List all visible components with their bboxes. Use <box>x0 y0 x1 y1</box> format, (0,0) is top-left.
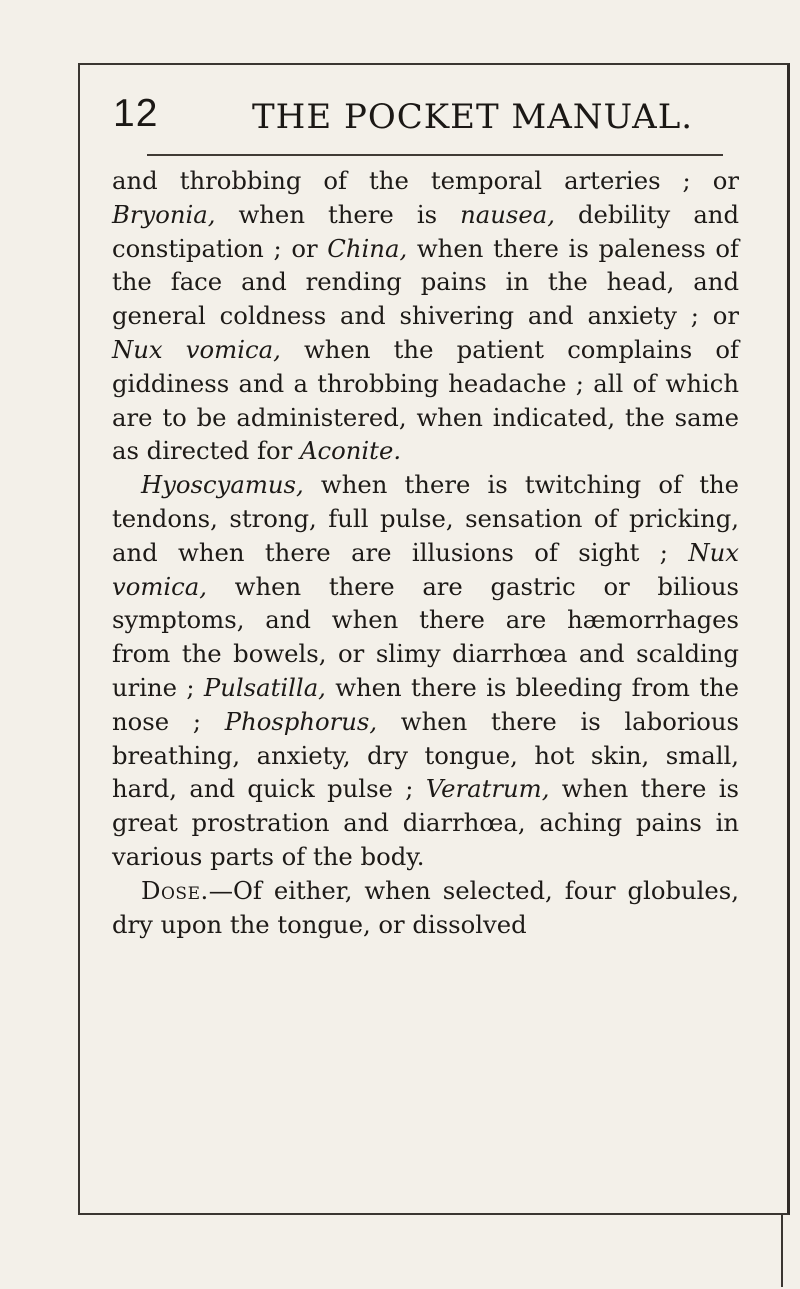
text-run: when there is great prostration and diarrhœa, aching pains in various parts of the body. <box>112 774 739 871</box>
body-text <box>112 164 739 941</box>
text-run: debility and constipation ; or <box>112 199 740 263</box>
remedy-nux-vomica: Nux vomica, <box>112 537 739 601</box>
remedy-phosphorus: Phosphorus, <box>224 706 378 736</box>
running-title: THE POCKET MANUAL. <box>252 97 694 137</box>
text-run: when there is <box>215 199 461 229</box>
remedy-aconite: Aconite. <box>299 436 402 466</box>
text-run: and throbbing of the temporal arteries ; or <box>112 166 739 195</box>
text-run: when there are gastric or bilious symptoms, and when there are hæmorrhages from the bowels, or slimy diarrhœa and scalding urine ; <box>112 571 739 702</box>
header-rule <box>147 154 723 156</box>
page-header <box>113 88 733 148</box>
remedy-hyoscyamus: Hyoscyamus, <box>141 470 304 500</box>
text-run: when there is paleness of the face and rending pains in the head, and general coldness and shivering and anxiety ; or <box>112 233 739 331</box>
paragraph-1 <box>112 164 739 468</box>
text-run: when there is twitching of the tendons, strong, full pulse, sensation of pricking, and when there are illusions of sight ; <box>112 470 739 567</box>
text-run: when there is laborious breathing, anxiety, dry tongue, hot skin, small, hard, and quick pulse ; <box>112 706 739 804</box>
text-run: when the patient complains of giddiness and a throbbing headache ; all of which are to be administered, when indicated, the same as directed for <box>112 334 739 466</box>
remedy-veratrum: Veratrum, <box>425 774 550 804</box>
symptom-nausea: nausea, <box>460 199 555 229</box>
remedy-nux-vomica: Nux vomica, <box>112 334 281 364</box>
text-run: —Of either, when selected, four globules, dry upon the tongue, or dissolved <box>112 875 739 939</box>
page-number: 12 <box>113 92 159 135</box>
paragraph-2 <box>112 468 739 874</box>
page-edge-mark <box>781 1215 783 1287</box>
remedy-pulsatilla: Pulsatilla, <box>203 672 326 702</box>
remedy-bryonia: Bryonia, <box>112 199 216 229</box>
text-run: when there is bleeding from the nose ; <box>112 672 739 736</box>
dose-label: Dose. <box>141 875 209 905</box>
paragraph-3 <box>112 874 739 942</box>
remedy-china: China, <box>327 233 408 263</box>
